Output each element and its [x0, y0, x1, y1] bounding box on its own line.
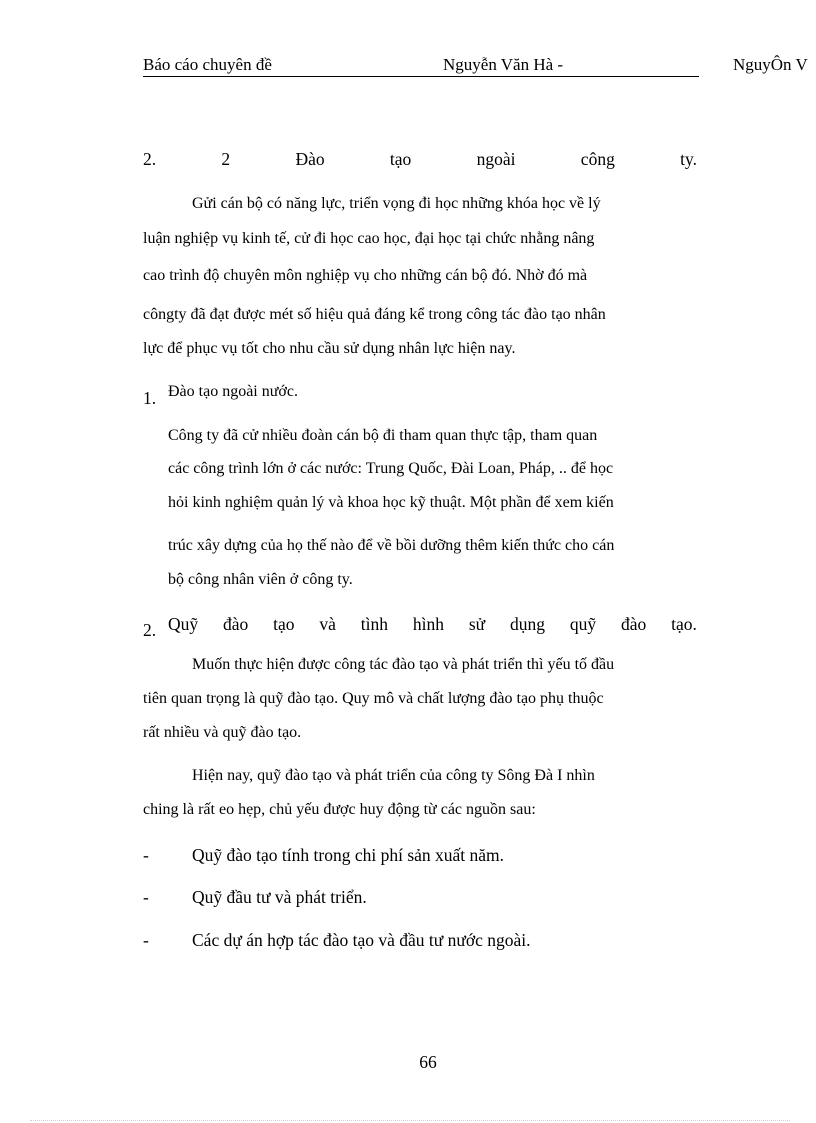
- item1-line: hỏi kinh nghiệm quản lý và khoa học kỹ thuật. Một phần để xem kiến: [168, 494, 614, 511]
- paragraph1-line: cao trình độ chuyên môn nghiệp vụ cho những cán bộ đó. Nhờ đó mà: [143, 267, 588, 284]
- item1-line: bộ công nhân viên ở công ty.: [168, 571, 353, 588]
- item1-number: 1.: [143, 388, 157, 408]
- paragraph1-line: Gửi cán bộ có năng lực, triển vọng đi học những khóa học về lý: [192, 195, 601, 212]
- item2-title-word: và: [319, 614, 336, 634]
- header-author-truncated: NguyÔn V: [733, 55, 808, 74]
- paragraph2-line: tiên quan trọng là quỹ đào tạo. Quy mô và chất lượng đào tạo phụ thuộc: [143, 690, 604, 707]
- paragraph1-line: côngty đã đạt được mét số hiệu quả đáng kể trong công tác đào tạo nhân: [143, 306, 606, 323]
- paragraph3-line: Hiện nay, quỹ đào tạo và phát triển của công ty Sông Đà I nhìn: [192, 767, 595, 784]
- item1-line: Công ty đã cử nhiều đoàn cán bộ đi tham quan thực tập, tham quan: [168, 427, 598, 444]
- bullet-marker: -: [143, 845, 149, 865]
- bullet-text: Các dự án hợp tác đào tạo và đầu tư nước ngoài.: [192, 930, 531, 950]
- item2-title-word: quỹ: [569, 614, 597, 634]
- item1-line: các công trình lớn ở các nước: Trung Quốc, Đài Loan, Pháp, .. để học: [168, 460, 614, 477]
- page-number: 66: [419, 1052, 437, 1072]
- bullet-marker: -: [143, 887, 149, 907]
- item2-title-word: đào: [223, 614, 249, 634]
- item2-title-word: sử: [468, 614, 486, 634]
- item2-title-word: hình: [412, 614, 444, 634]
- bullet-text: Quỹ đầu tư và phát triển.: [192, 887, 367, 907]
- heading-part: tạo: [389, 149, 412, 169]
- paragraph3-line: ching là rất eo hẹp, chủ yếu được huy động từ các nguồn sau:: [143, 801, 536, 818]
- section-heading: [143, 149, 697, 170]
- header-author: Nguyễn Văn Hà -: [443, 55, 564, 74]
- heading-part: ngoài: [476, 149, 516, 169]
- item2-title-word: dụng: [510, 614, 546, 634]
- paragraph2-line: Muốn thực hiện được công tác đào tạo và phát triển thì yếu tố đầu: [192, 656, 615, 673]
- item2-title-word: tình: [360, 614, 389, 634]
- header-report-title: Báo cáo chuyên đề: [143, 55, 272, 74]
- footer-divider: [30, 1120, 790, 1121]
- paragraph1-line: lực để phục vụ tốt cho nhu cầu sử dụng nhân lực hiện nay.: [143, 340, 516, 357]
- heading-part: công: [580, 149, 615, 169]
- heading-part: Đào: [295, 149, 325, 169]
- item2-title-word: Quỹ: [168, 614, 199, 634]
- page-header: [143, 54, 699, 77]
- item2-title-word: tạo.: [671, 614, 697, 634]
- item2-title-word: đào: [620, 614, 647, 634]
- item1-line: trúc xây dựng của họ thế nào để về bồi dưỡng thêm kiến thức cho cán: [168, 537, 615, 554]
- paragraph2-line: rất nhiều và quỹ đào tạo.: [143, 724, 302, 741]
- item2-title-word: tạo: [273, 614, 295, 634]
- item1-title: Đào tạo ngoài nước.: [168, 383, 298, 400]
- heading-part: ty.: [680, 149, 697, 169]
- heading-part: 2: [221, 149, 231, 169]
- heading-part: 2.: [143, 149, 157, 169]
- item2-number: 2.: [143, 620, 157, 640]
- bullet-marker: -: [143, 930, 149, 950]
- item2-title: [168, 614, 697, 635]
- bullet-text: Quỹ đào tạo tính trong chi phí sản xuất năm.: [192, 845, 505, 865]
- paragraph1-line: luận nghiệp vụ kinh tế, cử đi học cao học, đại học tại chức nhằng nâng: [143, 230, 595, 247]
